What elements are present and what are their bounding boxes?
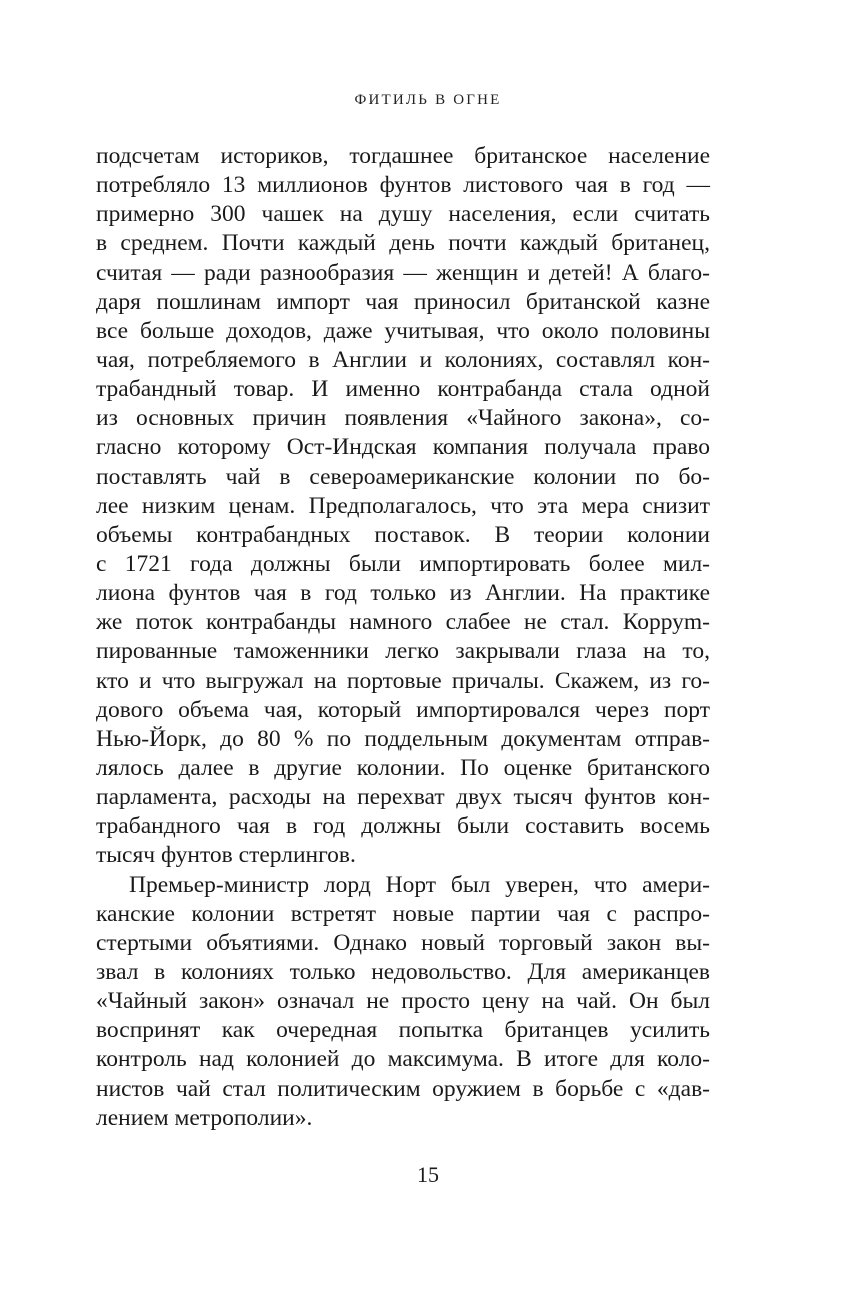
text-line: из основных причин появления «Чайного закона», со- <box>96 405 710 432</box>
text-line: объемы контрабандных поставок. В теории колонии <box>96 521 710 548</box>
text-line: тысяч фунтов стерлингов. <box>96 842 356 869</box>
text-line: подсчетам историков, тогдашнее британское население <box>96 143 710 169</box>
text-line: Премьер-министр лорд Норт был уверен, что амери- <box>129 871 710 898</box>
text-line: контроль над колонией до максимума. В итоге для коло- <box>96 1046 710 1073</box>
text-line: звал в колониях только недовольство. Для американцев <box>96 958 710 985</box>
text-line: даря пошлинам импорт чая приносил британской казне <box>96 288 710 315</box>
body-text <box>96 142 710 1133</box>
text-line: лялось далее в другие колонии. По оценке британского <box>96 754 710 781</box>
text-line: канские колонии встретят новые партии чая с распро- <box>96 900 710 927</box>
text-line: парламента, расходы на перехват двух тысяч фунтов кон- <box>96 784 710 811</box>
text-line: «Чайный закон» означал не просто цену на чай. Он был <box>96 988 710 1015</box>
text-line: лее низким ценам. Предполагалось, что эта мера снизит <box>96 492 710 519</box>
text-line: же поток контрабанды намного слабее не стал. Корруm- <box>96 609 710 636</box>
text-line: считая — ради разнообразия — женщин и детей! А благо- <box>96 259 710 286</box>
text-line: кто и что выгружал на портовые причалы. Скажем, из го- <box>96 667 710 694</box>
text-line: лением метрополии». <box>96 1104 313 1131</box>
text-line: чая, потребляемого в Англии и колониях, составлял кон- <box>96 346 710 373</box>
text-line: дового объема чая, который импортировался через порт <box>96 696 710 723</box>
text-line: в среднем. Почти каждый день почти каждый британец, <box>96 230 710 257</box>
paragraph-2 <box>96 871 710 1133</box>
text-line: гласно которому Ост-Индская компания получала право <box>96 434 710 461</box>
text-line: все больше доходов, даже учитывая, что около половины <box>96 317 710 344</box>
running-head: ФИТИЛЬ В ОГНЕ <box>354 92 502 108</box>
text-line: стертыми объятиями. Однако новый торговый закон вы- <box>96 929 710 956</box>
text-line: лиона фунтов чая в год только из Англии. На практике <box>96 580 710 607</box>
text-line: нистов чай стал политическим оружием в борьбе с «дав- <box>96 1075 710 1102</box>
text-line: примерно 300 чашек на душу населения, если считать <box>96 201 710 228</box>
page-number: 15 <box>417 1162 439 1187</box>
text-line: трабандного чая в год должны были составить восемь <box>96 813 710 840</box>
text-line: потребляло 13 миллионов фунтов листового чая в год — <box>96 172 710 199</box>
paragraph-1 <box>96 142 710 871</box>
text-line: трабандный товар. И именно контрабанда стала одной <box>96 376 710 403</box>
text-line: Нью-Йорк, до 80 % по поддельным документам отправ- <box>96 725 710 752</box>
text-line: поставлять чай в североамериканские колонии по бо- <box>96 463 710 490</box>
text-line: с 1721 года должны были импортировать более мил- <box>96 550 710 577</box>
text-line: пированные таможенники легко закрывали глаза на то, <box>96 638 710 665</box>
text-line: воспринят как очередная попытка британцев усилить <box>96 1017 710 1044</box>
